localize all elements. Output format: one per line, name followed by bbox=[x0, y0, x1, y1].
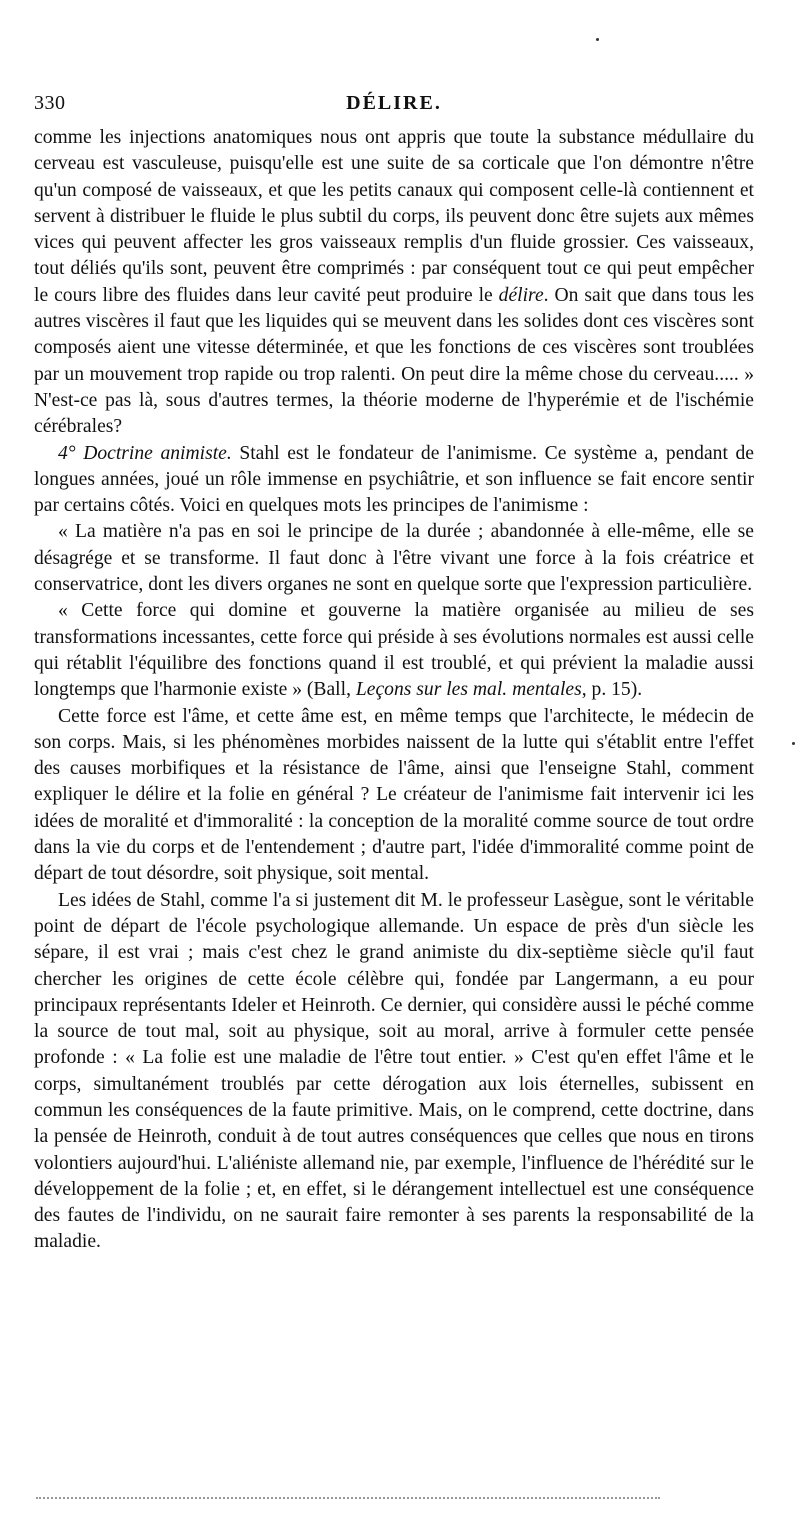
page-number: 330 bbox=[34, 92, 66, 114]
scan-speck bbox=[792, 742, 795, 745]
body-text bbox=[34, 125, 754, 1256]
paragraph-1-end: . On sait que dans tous les autres viscères il faut que les liquides qui se meuvent dans les solides dont ces viscères sont composés aient une vitesse déterminée, et que les fonctions de ces viscères sont troublées par un mouvement trop rapide ou trop ralenti. On peut dire la même chose du cerveau..... » N'est-ce pas là, sous d'autres termes, la théorie moderne de l'hyperémie et de l'ischémie cérébrales? bbox=[34, 284, 754, 438]
footer-dotted-rule bbox=[36, 1497, 660, 1499]
paragraph-4-end: , p. 15). bbox=[581, 679, 643, 701]
page-header bbox=[34, 92, 754, 122]
paragraph-1-italic: délire bbox=[498, 284, 544, 306]
paragraph-2 bbox=[34, 441, 754, 520]
running-title: DÉLIRE. bbox=[346, 92, 442, 114]
paragraph-6 bbox=[34, 888, 754, 1256]
paragraph-6-text: Les idées de Stahl, comme l'a si justement dit M. le professeur Lasègue, sont le véritable point de départ de l'école psychologique allemande. Un espace de près d'un siècle les sépare, il est vrai ; mais c'est chez le grand animiste du dix-septième siècle qu'il faut chercher les origines de cette école célèbre qui, fondée par Langermann, a eu pour principaux représentants Ideler et Heinroth. Ce dernier, qui considère aussi le péché comme la source de tout mal, soit au physique, soit au moral, arrive à formuler cette pensée profonde : « La folie est une maladie de l'être tout entier. » C'est qu'en effet l'âme et le corps, simultanément troublés par cette dérogation aux lois éternelles, subissent en commun les conséquences de la faute primitive. Mais, on le comprend, cette doctrine, dans la pensée de Heinroth, conduit à de tout autres conséquences que celles que nous en tirons volontiers aujourd'hui. L'aliéniste allemand nie, par exemple, l'influence de l'hérédité sur le développement de la folie ; et, en effet, si le dérangement intellectuel est une conséquence des fautes de l'individu, on ne saurait faire remonter à ses parents la responsabilité de la maladie. bbox=[34, 889, 754, 1253]
paragraph-3 bbox=[34, 519, 754, 598]
section-heading-animiste: 4° Doctrine animiste. bbox=[58, 442, 232, 464]
paragraph-4 bbox=[34, 598, 754, 703]
paragraph-4-italic: Leçons sur les mal. mentales bbox=[355, 679, 582, 701]
paragraph-1 bbox=[34, 125, 754, 441]
paragraph-5-text: Cette force est l'âme, et cette âme est, en même temps que l'architecte, le médecin de son corps. Mais, si les phénomènes morbides naissent de la lutte qui s'établit entre l'effet des causes morbifiques et la résistance de l'âme, ainsi que l'enseigne Stahl, comment expliquer le délire et la folie en général ? Le créateur de l'animisme fait intervenir ici les idées de moralité et d'immoralité : la conception de la moralité comme source de tout ordre dans la vie du corps et de l'entendement ; d'autre part, l'idée d'immoralité comme point de départ de tout désordre, soit physique, soit mental. bbox=[34, 705, 754, 885]
paragraph-5 bbox=[34, 704, 754, 888]
paragraph-4-text: « Cette force qui domine et gouverne la matière organisée au milieu de ses transformations incessantes, cette force qui préside à ses évolutions normales est aussi celle qui rétablit l'équilibre des fonctions quand il est troublé, et qui prévient la maladie aussi longtemps que l'harmonie existe » (Ball, bbox=[34, 600, 754, 701]
paragraph-2-text: Stahl est le fondateur de l'animisme. Ce système a, pendant de longues années, joué un rôle immense en psychiâtrie, et son influence se fait encore sentir par certains côtés. Voici en quelques mots les principes de l'animisme : bbox=[34, 442, 754, 517]
paragraph-3-text: « La matière n'a pas en soi le principe de la durée ; abandonnée à elle-même, elle se désagrége et se transforme. Il faut donc à l'être vivant une force à la fois créatrice et conservatrice, dont les divers organes ne sont en quelque sorte que l'expression particulière. bbox=[34, 521, 754, 596]
scan-speck bbox=[596, 38, 599, 41]
paragraph-1-text: comme les injections anatomiques nous ont appris que toute la substance médullaire du cerveau est vasculeuse, puisqu'elle est une suite de sa corticale que l'on démontre n'être qu'un composé de vaisseaux, et que les petits canaux qui composent celle-là contiennent et servent à distribuer le fluide le plus subtil du corps, ils peuvent donc être sujets aux mêmes vices qui peuvent affecter les gros vaisseaux remplis d'un fluide grossier. Ces vaisseaux, tout déliés qu'ils sont, peuvent être comprimés : par conséquent tout ce qui peut empêcher le cours libre des fluides dans leur cavité peut produire le bbox=[34, 127, 754, 306]
